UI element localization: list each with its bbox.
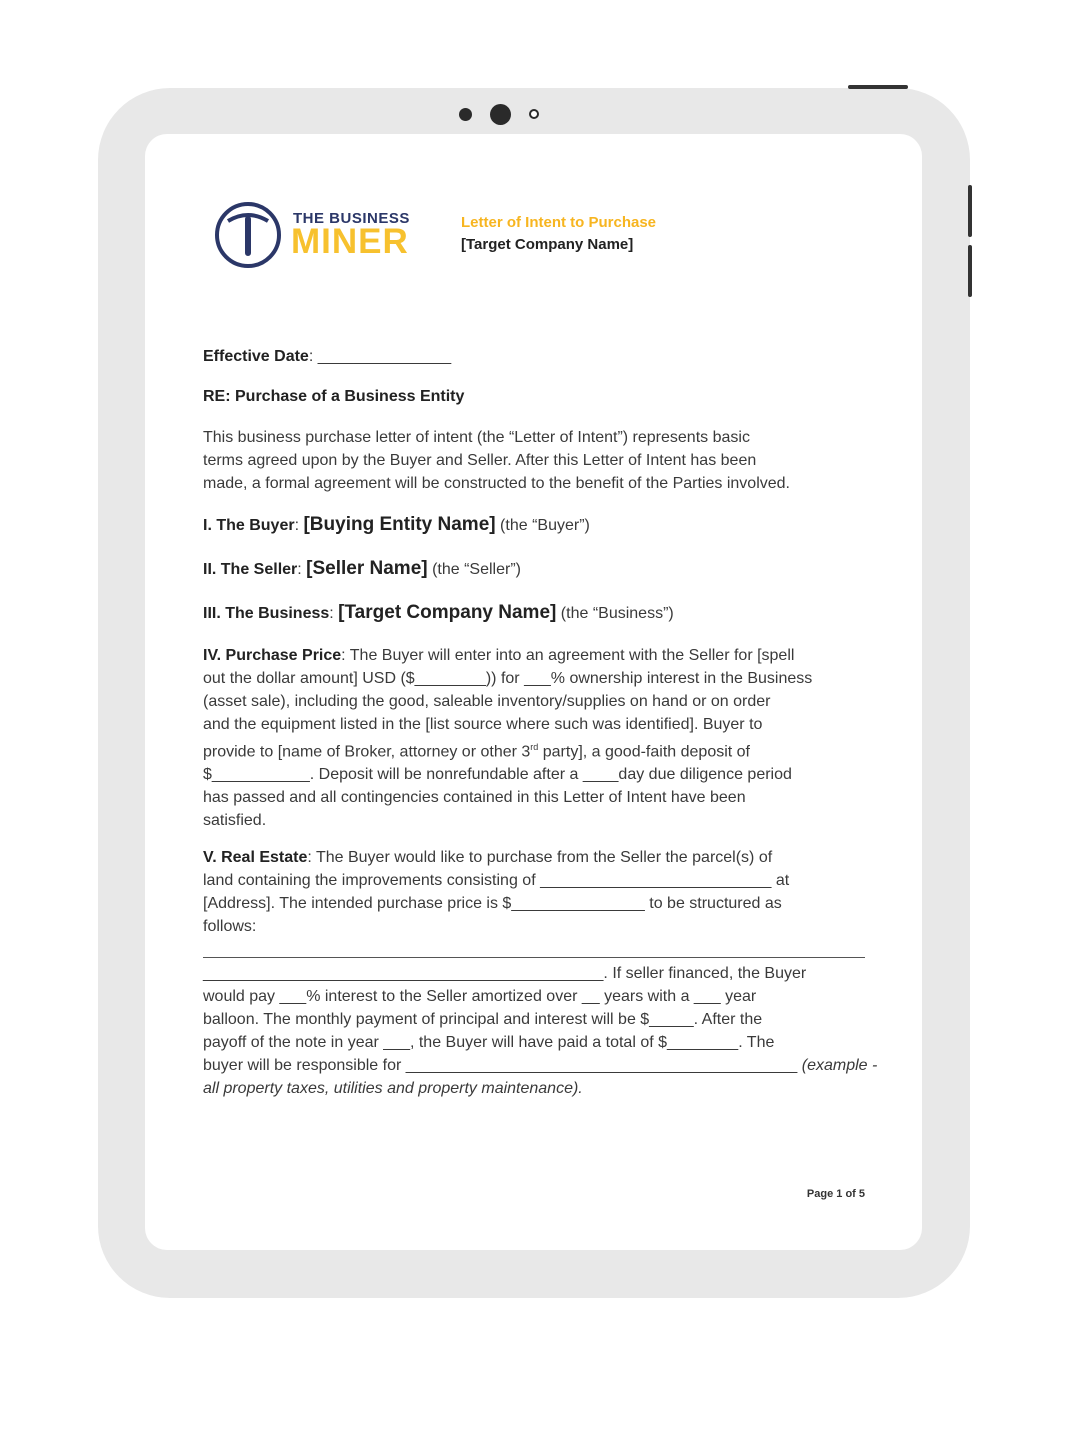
business-suffix: (the “Business”) (560, 605, 674, 622)
seller-label: II. The Seller (203, 561, 298, 578)
text-line: made, a formal agreement will be constructed to the benefit of the Parties involved. (203, 475, 790, 492)
text-span: : The Buyer will enter into an agreement with the Seller for [spell (341, 647, 795, 664)
sensor-dot (459, 108, 472, 121)
brand-name-bottom: MINER (291, 222, 409, 261)
text-line: would pay ___% interest to the Seller amortized over __ years with a ___ year (203, 988, 757, 1005)
text-line (203, 644, 812, 667)
text-line: payoff of the note in year ___, the Buyer will have paid a total of $________. The (203, 1034, 775, 1051)
text-line: $___________. Deposit will be nonrefundable after a ____day due diligence period (203, 766, 792, 784)
real-estate-label: V. Real Estate (203, 849, 308, 866)
business-label: III. The Business (203, 605, 330, 622)
purchase-price-label: IV. Purchase Price (203, 647, 342, 664)
text-line: (asset sale), including the good, saleable inventory/supplies on hand or on order (203, 693, 771, 710)
text-line: _____________________________________________. If seller financed, the Buyer (203, 965, 807, 982)
text-span: provide to [name of Broker, attorney or other 3 (203, 743, 531, 761)
business-line: III. The Business: [Target Company Name] (the “Business”) (203, 602, 674, 623)
text-span: : The Buyer would like to purchase from the Seller the parcel(s) of (307, 849, 773, 866)
camera-icon (490, 104, 511, 125)
text-line (203, 1077, 877, 1100)
buyer-line: I. The Buyer: [Buying Entity Name] (the “Buyer”) (203, 514, 590, 535)
text-line: follows: (203, 918, 257, 935)
buyer-label: I. The Buyer (203, 517, 295, 534)
example-text: all property taxes, utilities and property maintenance). (203, 1080, 583, 1097)
text-span: buyer will be responsible for ____________________________________________ (203, 1057, 802, 1074)
buyer-suffix: (the “Buyer”) (500, 517, 590, 534)
text-line: balloon. The monthly payment of principal and interest will be $_____. After the (203, 1011, 763, 1028)
text-line (203, 736, 812, 763)
text-line: out the dollar amount] USD ($________)) for ___% ownership interest in the Business (203, 670, 813, 687)
text-line: has passed and all contingencies contained in this Letter of Intent have been (203, 789, 746, 807)
text-line (203, 1054, 877, 1077)
financing-paragraph (203, 962, 877, 1100)
purchase-price-paragraph (203, 644, 812, 832)
text-span: party], a good-faith deposit of (538, 743, 750, 761)
text-line: satisfied. (203, 812, 267, 830)
seller-name: [Seller Name] (306, 558, 428, 579)
document-title: Letter of Intent to Purchase (461, 214, 657, 231)
pickaxe-logo-icon (214, 201, 284, 271)
effective-date-value: : _______________ (308, 348, 452, 365)
page-number: Page 1 of 5 (806, 1188, 865, 1200)
light-sensor (529, 109, 539, 119)
effective-date (203, 345, 451, 368)
text-line: and the equipment listed in the [list source where such was identified]. Buyer to (203, 716, 763, 733)
text-line: [Address]. The intended purchase price is $_______________ to be structured as (203, 895, 782, 912)
real-estate-paragraph (203, 846, 789, 938)
re-line-text: RE: Purchase of a Business Entity (203, 388, 465, 405)
business-name: [Target Company Name] (338, 602, 557, 623)
brand-name-top: THE BUSINESS (293, 210, 410, 227)
text-line: land containing the improvements consisting of __________________________ at (203, 872, 790, 889)
text-line: terms agreed upon by the Buyer and Seller. After this Letter of Intent has been (203, 452, 757, 469)
re-line (203, 385, 464, 408)
volume-up-button (968, 185, 972, 237)
example-text: (example - (801, 1057, 878, 1074)
superscript: rd (530, 742, 539, 752)
seller-line: II. The Seller: [Seller Name] (the “Seller”) (203, 558, 521, 579)
effective-date-label: Effective Date (203, 348, 309, 365)
seller-suffix: (the “Seller”) (432, 561, 521, 578)
buyer-name: [Buying Entity Name] (303, 514, 496, 535)
blank-line (203, 957, 865, 958)
text-line: This business purchase letter of intent (the “Letter of Intent”) represents basic (203, 429, 750, 446)
document-subtitle: [Target Company Name] (461, 236, 634, 253)
text-line (203, 846, 789, 869)
intro-paragraph (203, 426, 790, 495)
power-button (848, 85, 908, 89)
volume-down-button (968, 245, 972, 297)
